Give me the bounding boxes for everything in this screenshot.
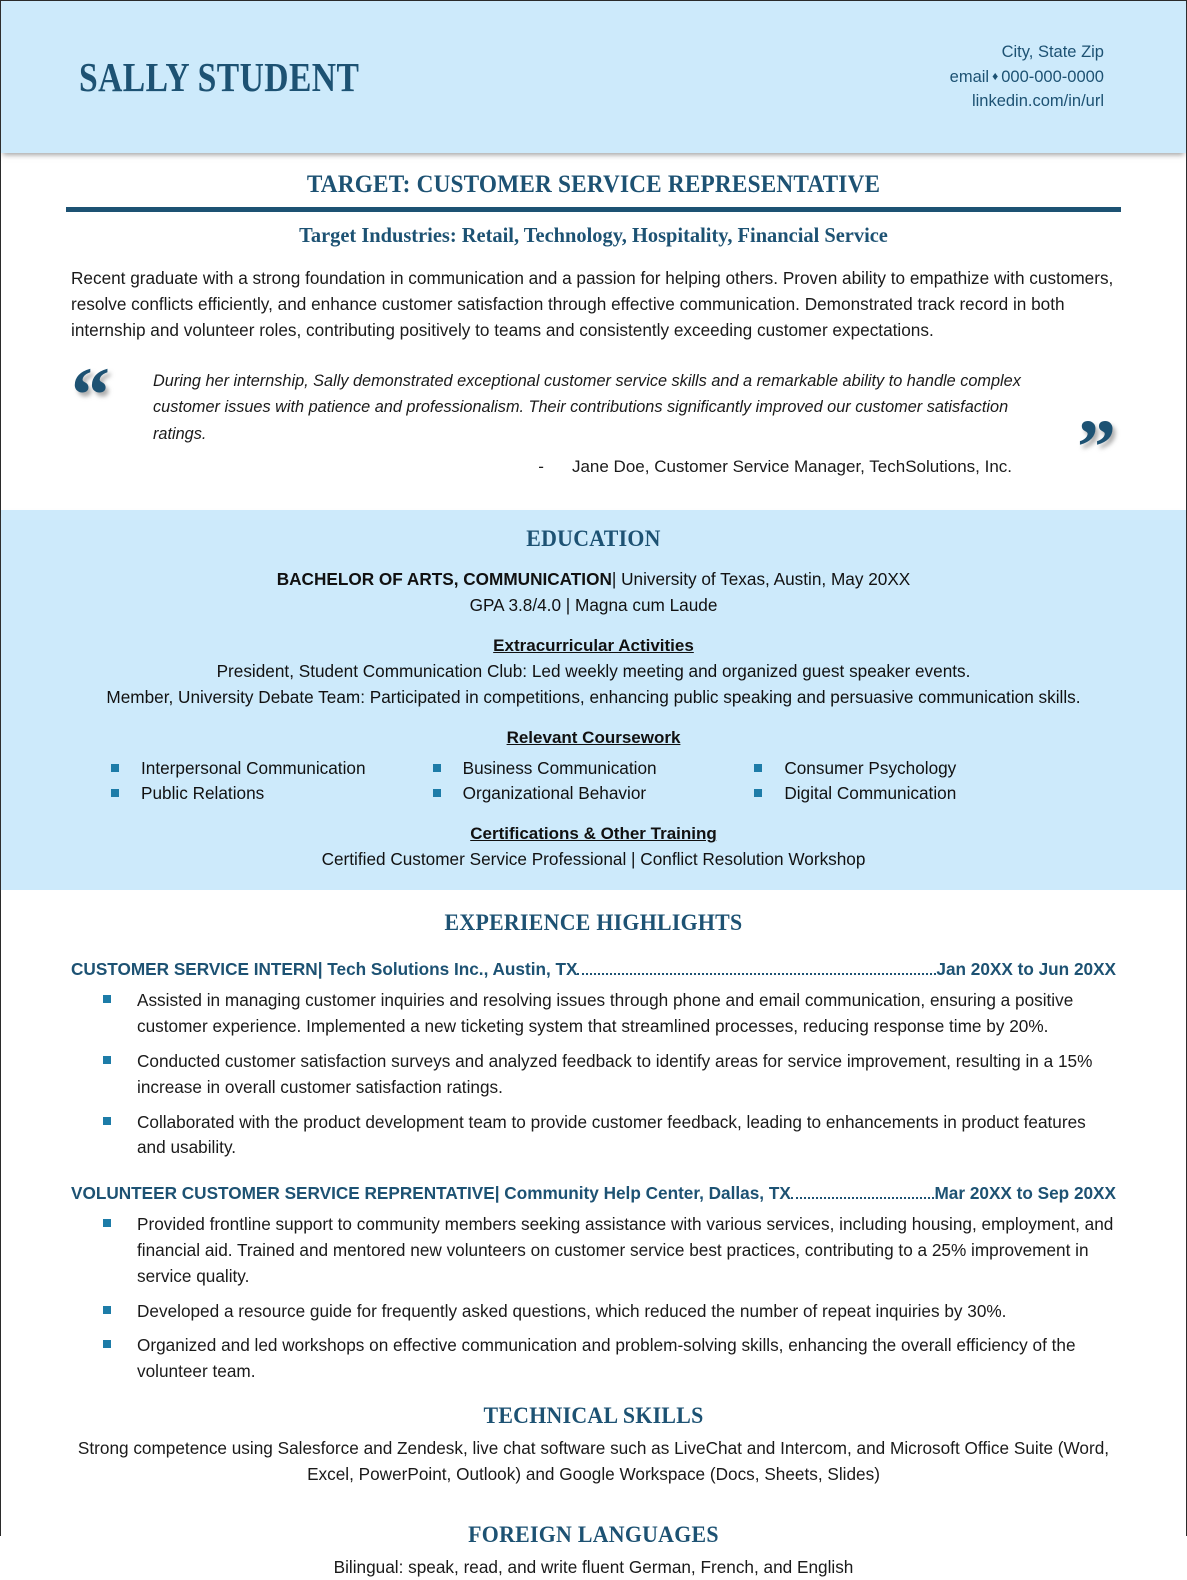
bullet-text: Provided frontline support to community members seeking assistance with various services, including housing, employment, and financial aid. Trained and mentored new volunteers on customer service best practices, contributing to a 25% improvement in service quality.: [137, 1214, 1114, 1286]
job-title: VOLUNTEER CUSTOMER SERVICE REPRENTATIVE| Community Help Center, Dallas, TX: [71, 1183, 791, 1204]
attribution-name: Jane Doe, Customer Service Manager, TechSolutions, Inc.: [571, 456, 1012, 476]
open-quote-icon: “: [71, 351, 110, 439]
square-bullet-icon: [111, 764, 119, 772]
job-dates: Mar 20XX to Sep 20XX: [934, 1183, 1116, 1204]
coursework-label: Digital Communication: [784, 783, 957, 804]
list-item: [71, 1049, 1116, 1101]
bullet-text: Conducted customer satisfaction surveys and analyzed feedback to identify areas for service improvement, resulting in a 15% increase in overall customer satisfaction ratings.: [137, 1051, 1093, 1097]
certifications-body: Certified Customer Service Professional | Conflict Resolution Workshop: [321, 849, 866, 870]
list-item: [71, 1212, 1116, 1289]
job-header: [71, 959, 1116, 980]
degree-name: BACHELOR OF ARTS, COMMUNICATION: [276, 569, 612, 590]
experience-section: [1, 890, 1186, 1580]
job-title: CUSTOMER SERVICE INTERN| Tech Solutions Inc., Austin, TX: [71, 959, 578, 980]
technical-skills-heading: TECHNICAL SKILLS: [483, 1402, 704, 1429]
technical-skills-section: [1, 1403, 1186, 1488]
list-item: [71, 1333, 1116, 1385]
coursework-item: [111, 783, 433, 804]
contact-phone[interactable]: 000-000-0000: [1001, 67, 1104, 86]
coursework-label: Public Relations: [141, 783, 265, 804]
close-quote-icon: ”: [1077, 403, 1116, 491]
list-item: [71, 988, 1116, 1040]
contact-block: [950, 40, 1104, 113]
target-title: TARGET: CUSTOMER SERVICE REPRESENTATIVE: [306, 171, 881, 198]
job-bullets: [71, 988, 1116, 1161]
extracurricular-item: Member, University Debate Team: Participated in competitions, enhancing public speaking and persuasive communication skills.: [106, 687, 1081, 708]
square-bullet-icon: [111, 789, 119, 797]
coursework-label: Business Communication: [462, 758, 657, 779]
target-section: [1, 153, 1186, 491]
extracurricular-heading: Extracurricular Activities: [493, 636, 694, 656]
education-gpa: GPA 3.8/4.0 | Magna cum Laude: [469, 595, 718, 616]
testimonial-attribution: [153, 457, 1012, 477]
diamond-separator-icon: ♦: [992, 68, 999, 83]
coursework-item: [433, 758, 755, 779]
degree-school: | University of Texas, Austin, May 20XX: [611, 569, 911, 590]
coursework-label: Organizational Behavior: [462, 783, 647, 804]
experience-entry: [71, 959, 1116, 1161]
coursework-label: Interpersonal Communication: [141, 758, 366, 779]
coursework-heading: Relevant Coursework: [506, 728, 681, 748]
technical-skills-body: Strong competence using Salesforce and Zendesk, live chat software such as LiveChat and Intercom, and Microsoft Office Suite (Word, Excel, PowerPoint, Outlook) and Google Workspace (Docs, Sheets, Slides): [77, 1437, 1110, 1484]
foreign-languages-section: [1, 1522, 1186, 1580]
contact-email-phone: [950, 65, 1104, 89]
square-bullet-icon: [433, 764, 441, 772]
coursework-item: [111, 758, 433, 779]
foreign-languages-heading: FOREIGN LANGUAGES: [468, 1521, 719, 1548]
square-bullet-icon: [754, 764, 762, 772]
testimonial-text: During her internship, Sally demonstrated exceptional customer service skills and a remarkable ability to handle complex customer issues with patience and professionalism. Their contributions significantly improved our customer satisfaction ratings.: [153, 372, 1021, 443]
coursework-grid: [111, 758, 1076, 804]
candidate-name: SALLY STUDENT: [79, 54, 360, 100]
list-item: [71, 1299, 1116, 1325]
title-divider: [66, 207, 1121, 212]
square-bullet-icon: [433, 789, 441, 797]
header-band: [1, 1, 1186, 153]
contact-location: City, State Zip: [1001, 43, 1104, 62]
square-bullet-icon: [103, 1340, 111, 1348]
square-bullet-icon: [103, 1306, 111, 1314]
square-bullet-icon: [103, 1117, 111, 1125]
job-header: [71, 1183, 1116, 1204]
contact-email-label[interactable]: email: [949, 67, 990, 86]
testimonial-block: [71, 351, 1116, 491]
experience-heading: EXPERIENCE HIGHLIGHTS: [444, 910, 743, 937]
square-bullet-icon: [103, 1056, 111, 1064]
dotted-leader: [791, 1185, 935, 1199]
contact-linkedin[interactable]: linkedin.com/in/url: [971, 92, 1104, 111]
target-industries: Target Industries: Retail, Technology, Hospitality, Financial Service: [299, 223, 888, 247]
job-bullets: [71, 1212, 1116, 1385]
bullet-text: Assisted in managing customer inquiries and resolving issues through phone and email communication, ensuring a positive customer experience. Implemented a new ticketing system that streamlined processes, reducing response time by 20%.: [137, 990, 1074, 1037]
coursework-item: [754, 758, 1076, 779]
professional-summary: Recent graduate with a strong foundation in communication and a passion for helping others. Proven ability to empathize with customers, resolve conflicts efficiently, and enhance customer satisfaction through effective communication. Demonstrated track record in both internship and volunteer roles, contributing positively to teams and consistently exceeding customer expectations.: [71, 268, 1114, 341]
job-dates: Jan 20XX to Jun 20XX: [936, 959, 1116, 980]
certifications-heading: Certifications & Other Training: [470, 824, 717, 844]
coursework-item: [754, 783, 1076, 804]
education-section: [1, 510, 1186, 890]
bullet-text: Developed a resource guide for frequently asked questions, which reduced the number of repeat inquiries by 30%.: [137, 1300, 1007, 1321]
coursework-item: [433, 783, 755, 804]
square-bullet-icon: [754, 789, 762, 797]
experience-entry: [71, 1183, 1116, 1385]
list-item: [71, 1110, 1116, 1162]
bullet-text: Organized and led workshops on effective communication and problem-solving skills, enhancing the overall efficiency of the volunteer team.: [137, 1335, 1076, 1382]
extracurricular-item: President, Student Communication Club: Led weekly meeting and organized guest speaker events.: [216, 661, 971, 682]
foreign-languages-body: Bilingual: speak, read, and write fluent German, French, and English: [333, 1556, 854, 1577]
coursework-label: Consumer Psychology: [784, 758, 957, 779]
square-bullet-icon: [103, 1219, 111, 1227]
education-degree: [1, 569, 1186, 590]
bullet-text: Collaborated with the product development team to provide customer feedback, leading to enhancements in product features and usability.: [137, 1111, 1086, 1158]
square-bullet-icon: [103, 995, 111, 1003]
attribution-dash: -: [538, 456, 544, 476]
dotted-leader: [577, 961, 936, 975]
education-heading: EDUCATION: [526, 526, 661, 553]
